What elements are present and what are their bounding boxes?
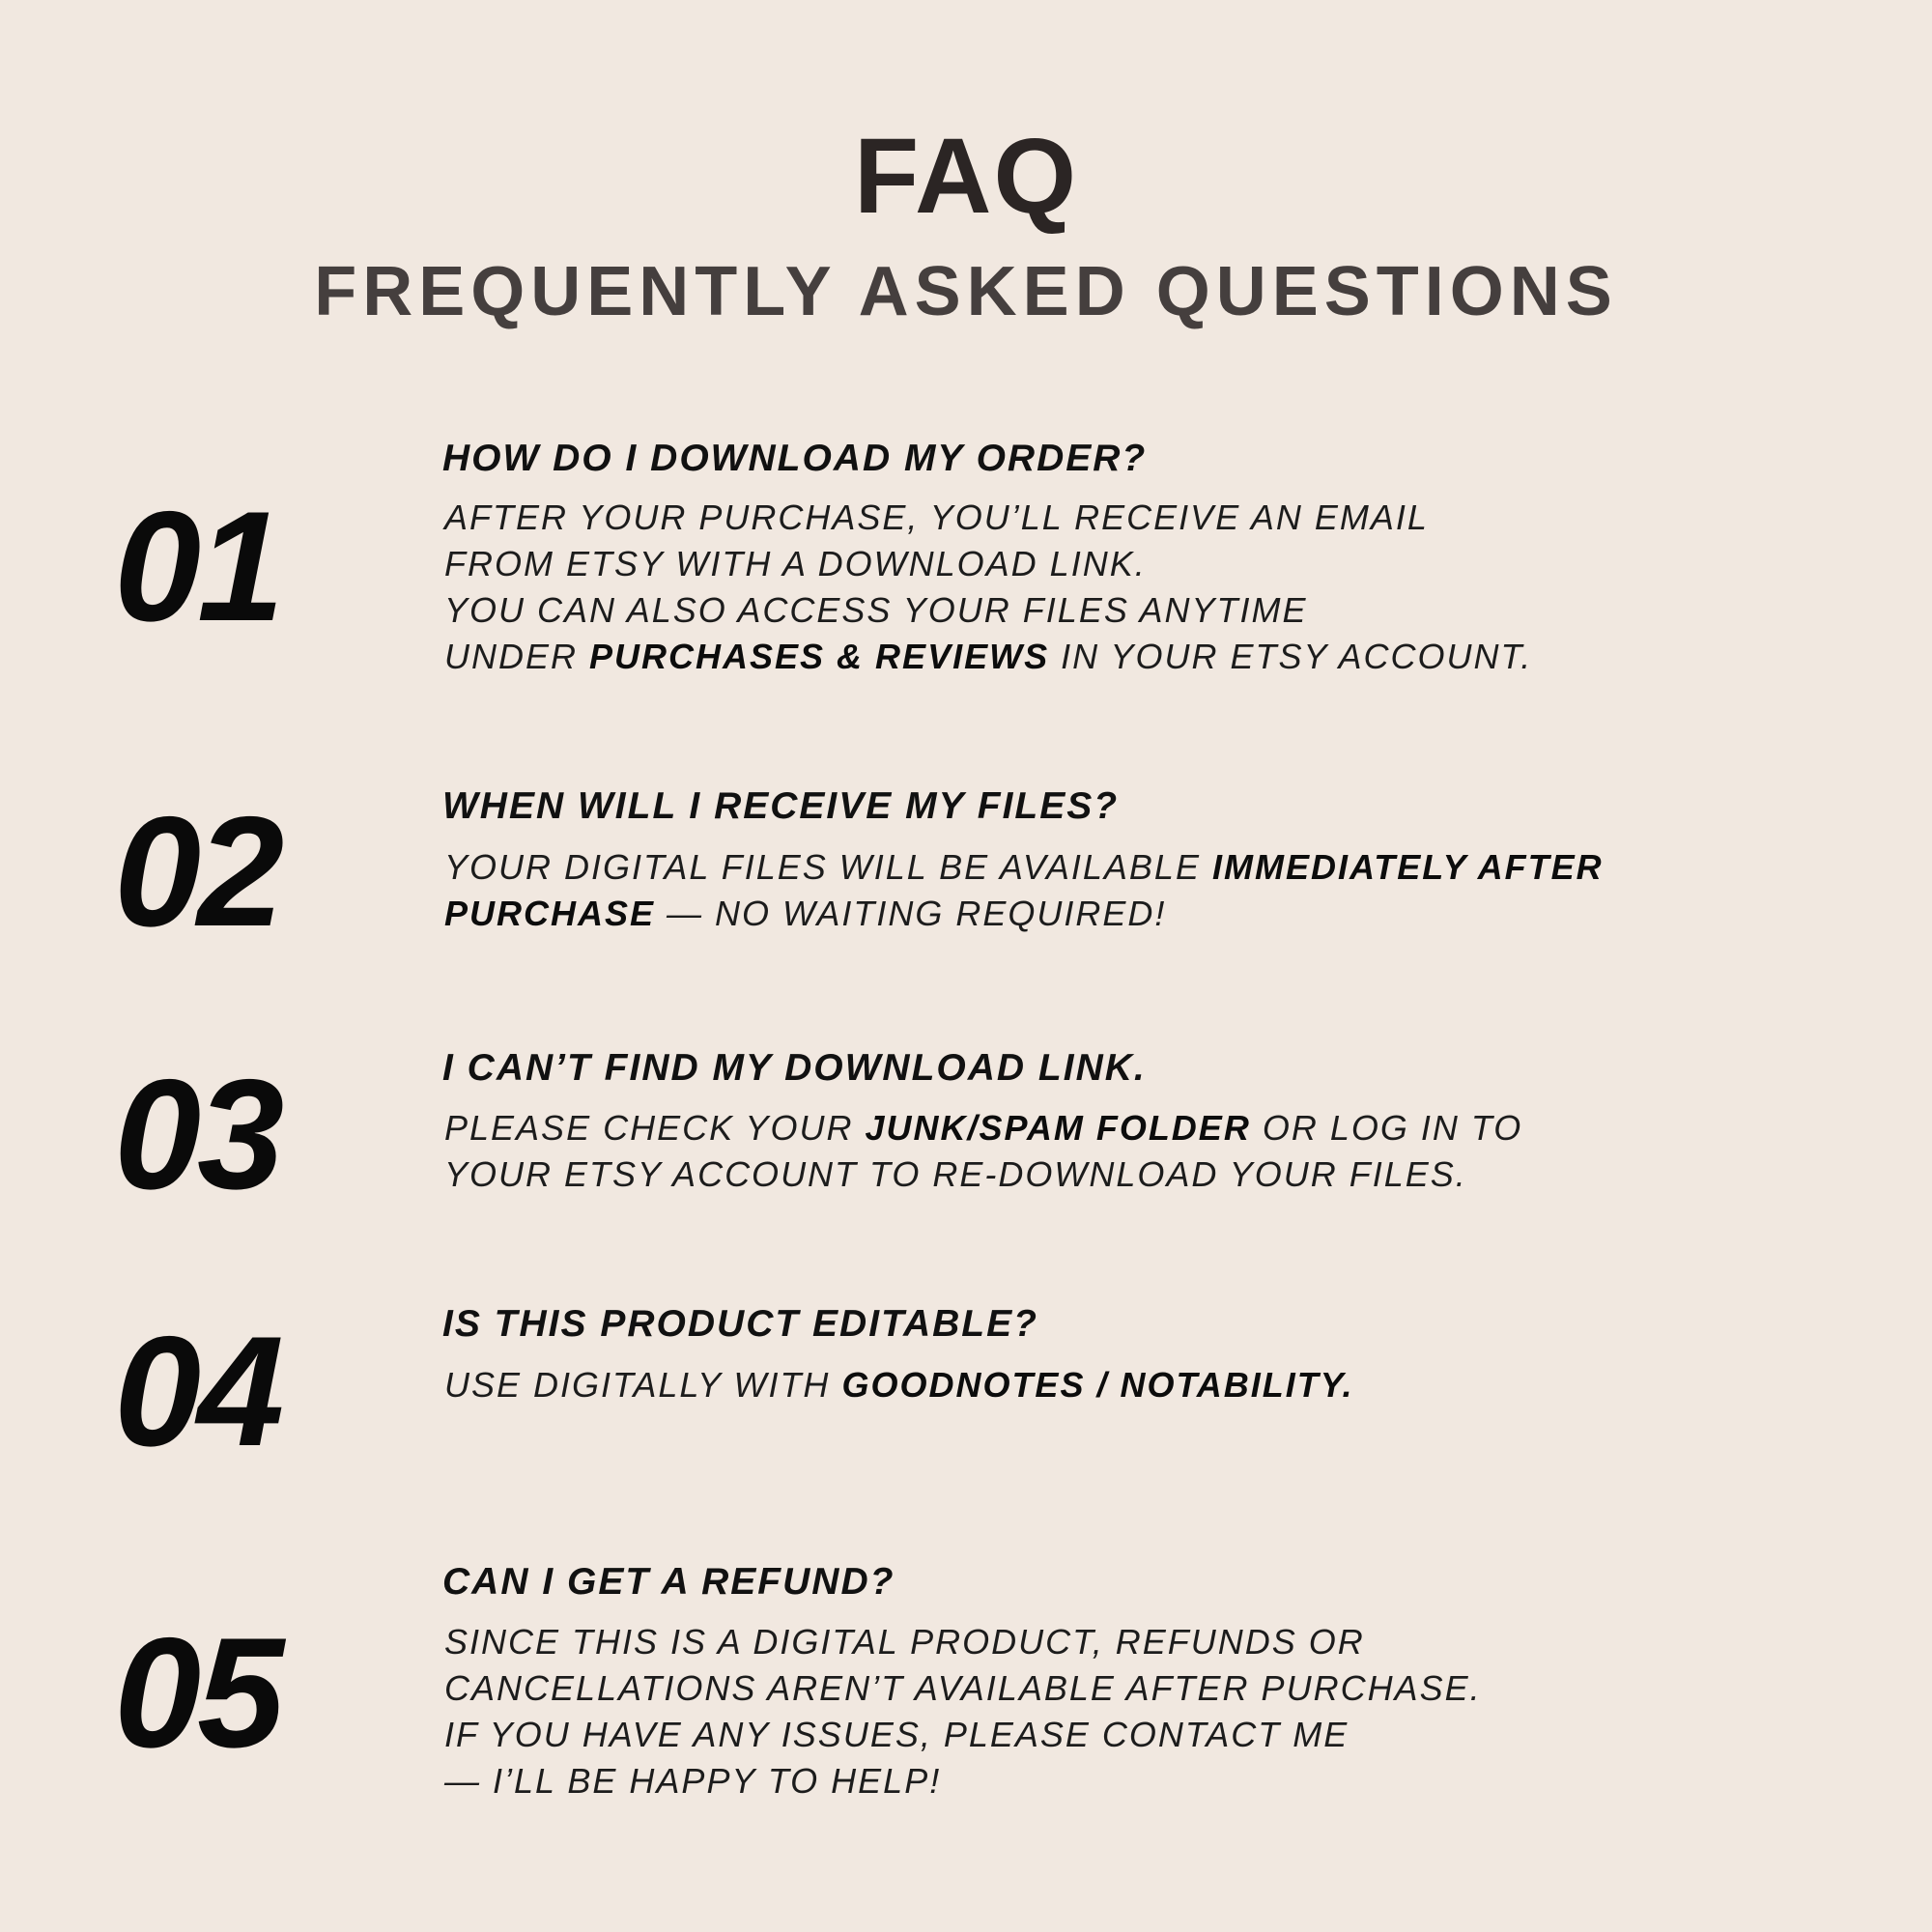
answer-line: AFTER YOUR PURCHASE, YOU’LL RECEIVE AN EMAIL — [444, 497, 1429, 537]
answer-emphasis: IMMEDIATELY AFTER — [1211, 847, 1604, 887]
faq-answer — [444, 495, 1532, 680]
page-subtitle: FREQUENTLY ASKED QUESTIONS — [314, 253, 1618, 330]
faq-question: CAN I GET A REFUND? — [442, 1561, 895, 1603]
answer-emphasis: PURCHASE — [444, 894, 656, 933]
answer-line — [444, 844, 1604, 891]
answer-emphasis: GOODNOTES / NOTABILITY. — [841, 1365, 1354, 1405]
faq-question: IS THIS PRODUCT EDITABLE? — [442, 1303, 1038, 1345]
answer-line: CANCELLATIONS AREN’T AVAILABLE AFTER PURCHASE. — [444, 1668, 1482, 1708]
answer-line: YOUR ETSY ACCOUNT TO RE-DOWNLOAD YOUR FILES. — [444, 1154, 1467, 1194]
answer-text: IN YOUR ETSY ACCOUNT. — [1049, 637, 1533, 676]
page-title: FAQ — [853, 117, 1079, 236]
answer-line: IF YOU HAVE ANY ISSUES, PLEASE CONTACT ME — [444, 1715, 1350, 1754]
answer-line: SINCE THIS IS A DIGITAL PRODUCT, REFUNDS OR — [444, 1622, 1365, 1662]
faq-number: 05 — [114, 1605, 281, 1780]
faq-number: 04 — [114, 1304, 281, 1479]
faq-question: I CAN’T FIND MY DOWNLOAD LINK. — [442, 1047, 1147, 1089]
answer-line — [444, 891, 1604, 937]
answer-text: UNDER — [444, 637, 590, 676]
faq-question: WHEN WILL I RECEIVE MY FILES? — [442, 785, 1120, 827]
answer-text: OR LOG IN TO — [1250, 1108, 1523, 1148]
answer-line: FROM ETSY WITH A DOWNLOAD LINK. — [444, 544, 1147, 583]
answer-line: — I’LL BE HAPPY TO HELP! — [444, 1761, 942, 1801]
faq-question: HOW DO I DOWNLOAD MY ORDER? — [442, 438, 1148, 479]
answer-text: PLEASE CHECK YOUR — [444, 1108, 866, 1148]
faq-number: 02 — [114, 784, 281, 959]
faq-answer — [444, 844, 1604, 937]
answer-line — [444, 1362, 1353, 1408]
answer-text: — NO WAITING REQUIRED! — [655, 894, 1167, 933]
faq-number: 03 — [114, 1047, 281, 1222]
answer-line — [444, 634, 1532, 680]
answer-emphasis: PURCHASES & REVIEWS — [589, 637, 1050, 676]
faq-answer — [444, 1619, 1482, 1804]
answer-emphasis: JUNK/SPAM FOLDER — [865, 1108, 1251, 1148]
faq-number: 01 — [114, 479, 281, 654]
answer-text: YOUR DIGITAL FILES WILL BE AVAILABLE — [444, 847, 1212, 887]
faq-answer — [444, 1105, 1522, 1198]
answer-line: YOU CAN ALSO ACCESS YOUR FILES ANYTIME — [444, 590, 1308, 630]
answer-line — [444, 1105, 1522, 1151]
faq-answer — [444, 1362, 1353, 1408]
answer-text: USE DIGITALLY WITH — [444, 1365, 842, 1405]
